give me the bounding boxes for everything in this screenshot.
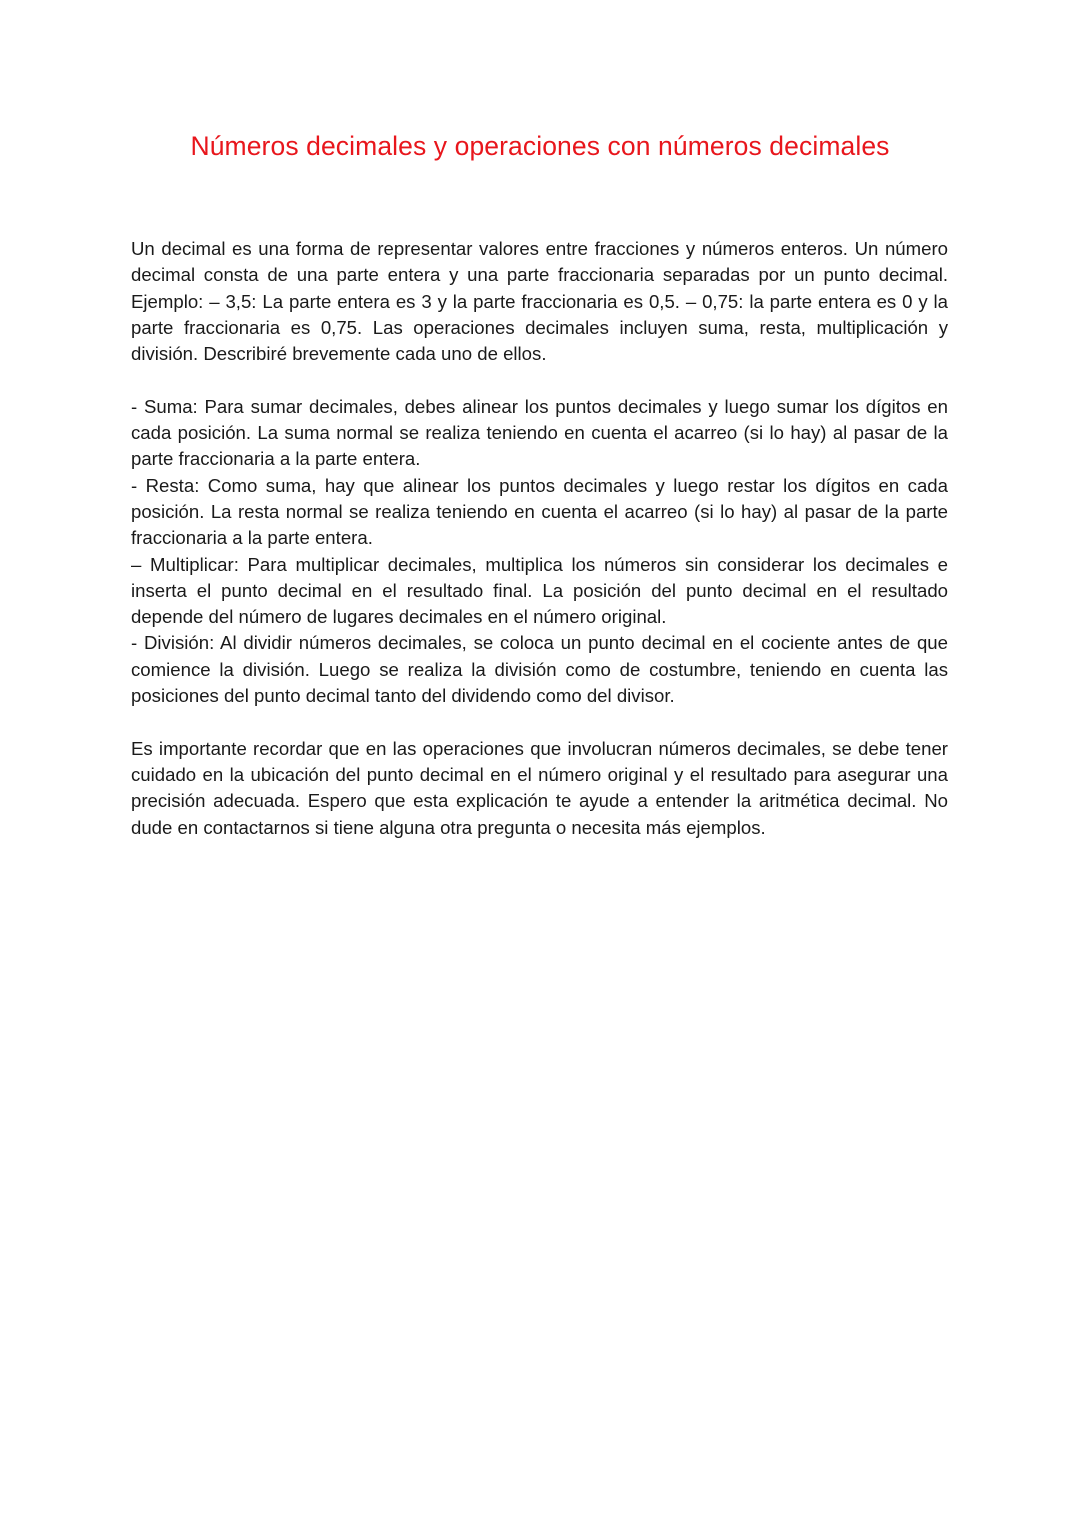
multiplicar-paragraph: – Multiplicar: Para multiplicar decimales, multiplica los números sin considerar los decimales e inserta el punto decimal en el resultado final. La posición del punto decimal en el resultado depende del número de lugares decimales en el número original. [131, 553, 948, 628]
conclusion-paragraph: Es importante recordar que en las operaciones que involucran números decimales, se debe tener cuidado en la ubicación del punto decimal en el número original y el resultado para asegurar una precisión adecuada. Espero que esta explicación te ayude a entender la aritmética decimal. No dude en contactarnos si tiene alguna otra pregunta o necesita más ejemplos. [131, 737, 948, 838]
suma-paragraph: - Suma: Para sumar decimales, debes alinear los puntos decimales y luego sumar los dígitos en cada posición. La suma normal se realiza teniendo en cuenta el acarreo (si lo hay) al pasar de la parte fraccionaria a la parte entera. [131, 395, 948, 470]
intro-paragraph: Un decimal es una forma de representar valores entre fracciones y números enteros. Un número decimal consta de una parte entera y una parte fraccionaria separadas por un punto decimal. Ejemplo: – 3,5: La parte entera es 3 y la parte fraccionaria es 0,5. – 0,75: la parte entera es 0 y la parte fraccionaria es 0,75. Las operaciones decimales incluyen suma, resta, multiplicación y división. Describiré brevemente cada uno de ellos. [131, 238, 948, 365]
document-title: Números decimales y operaciones con números decimales [190, 131, 890, 161]
document-body [131, 236, 948, 841]
division-paragraph: - División: Al dividir números decimales, se coloca un punto decimal en el cociente antes de que comience la división. Luego se realiza la división como de costumbre, teniendo en cuenta las posiciones del punto decimal tanto del dividendo como del divisor. [131, 632, 948, 707]
resta-paragraph: - Resta: Como suma, hay que alinear los puntos decimales y luego restar los dígitos en cada posición. La resta normal se realiza teniendo en cuenta el acarreo (si lo hay) al pasar de la parte fraccionaria a la parte entera. [131, 474, 948, 549]
